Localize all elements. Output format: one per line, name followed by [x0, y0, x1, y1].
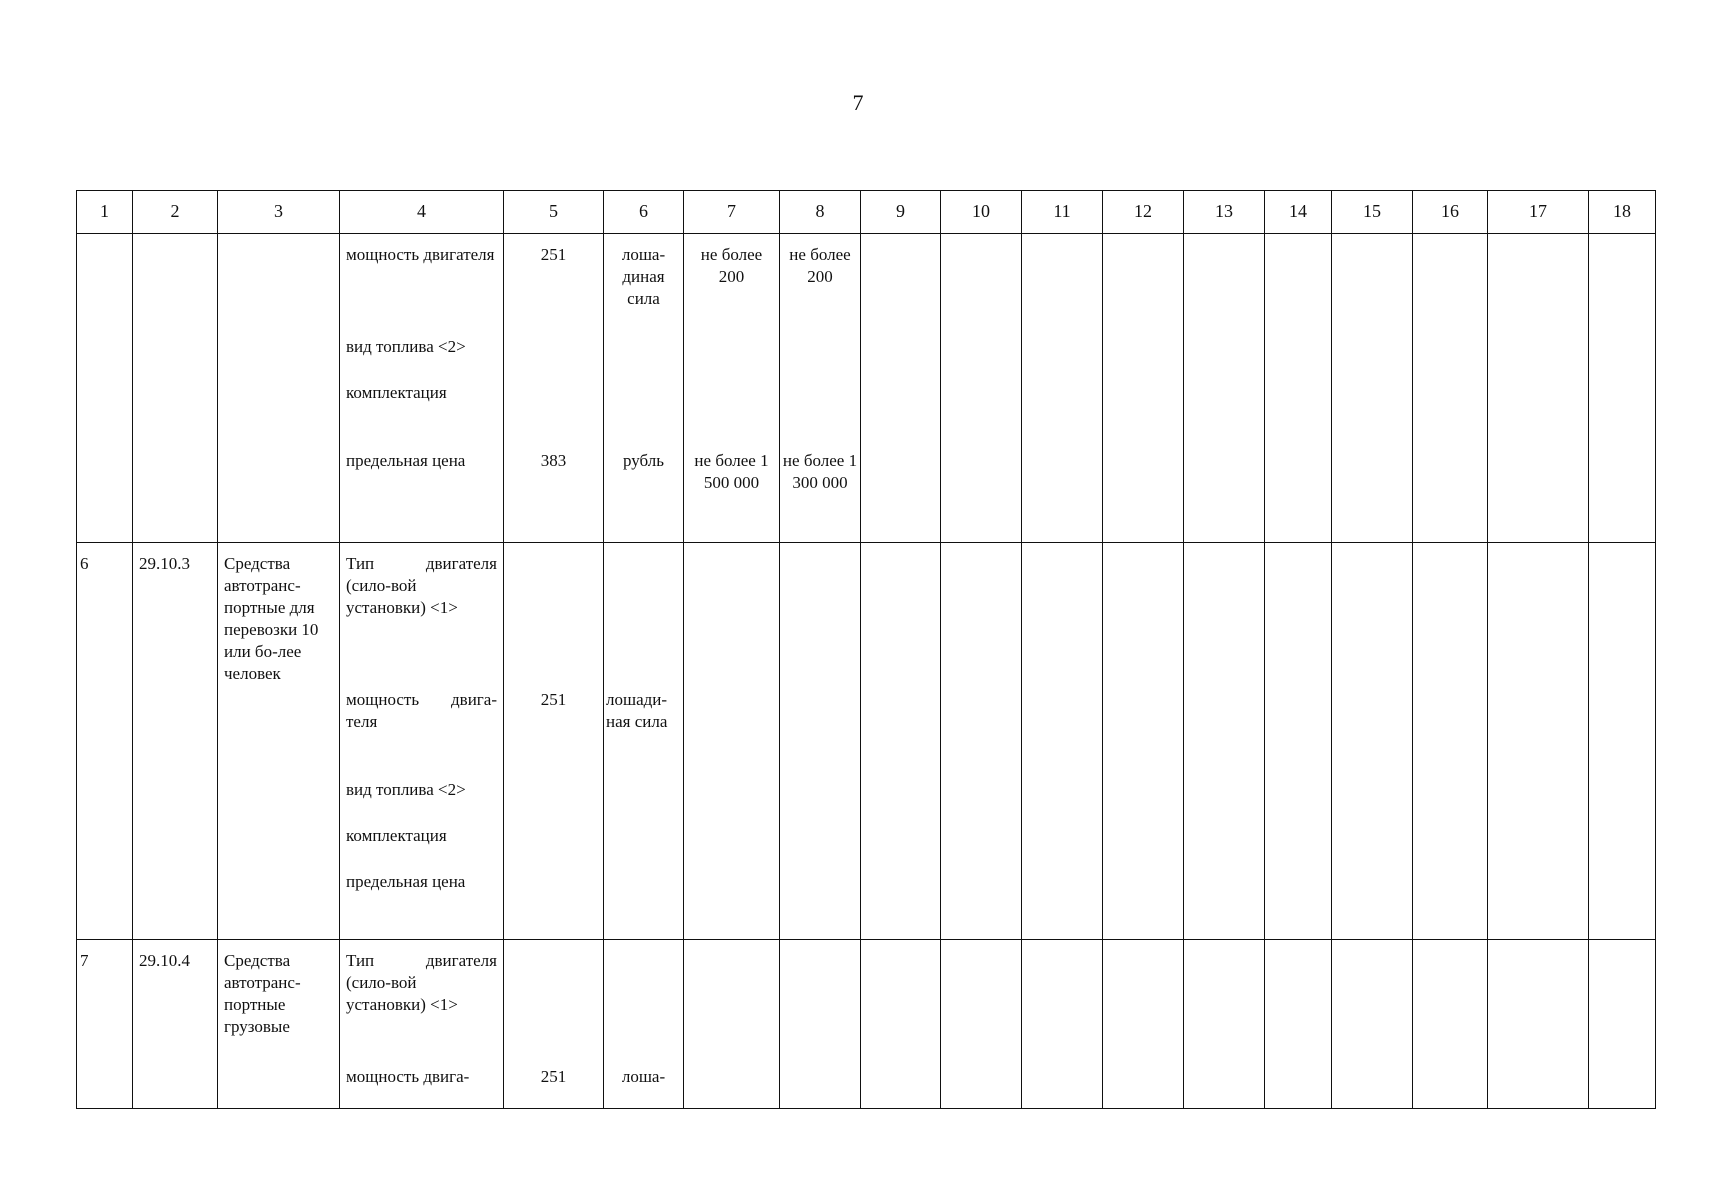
- unit-cell: [604, 234, 684, 543]
- param-name: предельная цена: [346, 451, 466, 470]
- value-text: не более 1 500 000: [694, 451, 769, 493]
- parameter-cell: [340, 234, 504, 543]
- column-header: 17: [1488, 191, 1589, 234]
- table-row: [77, 234, 1656, 543]
- column-header: 15: [1332, 191, 1413, 234]
- value-cell: [780, 234, 861, 543]
- column-header: 1: [77, 191, 133, 234]
- row-number-cell: [77, 234, 133, 543]
- okei-code-cell: [504, 234, 604, 543]
- value-cell: [684, 234, 780, 543]
- okpd-code-cell: 29.10.4: [133, 940, 218, 1109]
- row-number-cell: 6: [77, 543, 133, 940]
- param-name: вид топлива <2>: [346, 337, 466, 356]
- column-header: 7: [684, 191, 780, 234]
- header-row: [77, 191, 1656, 234]
- unit-name: лоша-диная сила: [621, 245, 666, 309]
- okei-code-cell: [504, 940, 604, 1109]
- parameter-cell: [340, 940, 504, 1109]
- unit-name: лоша-: [621, 1067, 666, 1086]
- okpd-code-cell: [133, 234, 218, 543]
- column-header: 16: [1413, 191, 1488, 234]
- row-number-cell: 7: [77, 940, 133, 1109]
- column-header: 12: [1103, 191, 1184, 234]
- param-name: Тип двигателя (сило-вой установки) <1>: [346, 951, 497, 1015]
- column-header: 11: [1022, 191, 1103, 234]
- okei-code: 251: [540, 245, 567, 264]
- item-name-cell: [218, 234, 340, 543]
- column-header: 8: [780, 191, 861, 234]
- column-header: 10: [941, 191, 1022, 234]
- okei-code-cell: [504, 543, 604, 940]
- column-header: 13: [1184, 191, 1265, 234]
- column-header: 6: [604, 191, 684, 234]
- okei-code: 251: [540, 1067, 567, 1086]
- table-row: [77, 940, 1656, 1109]
- item-name-cell: Средства автотранс-портные грузовые: [218, 940, 340, 1109]
- value-text: не более 1 300 000: [782, 451, 858, 493]
- param-name: предельная цена: [346, 872, 466, 891]
- parameter-cell: [340, 543, 504, 940]
- column-header: 18: [1589, 191, 1656, 234]
- table-row: [77, 543, 1656, 940]
- column-header: 4: [340, 191, 504, 234]
- param-name: мощность двига-: [346, 1067, 470, 1086]
- value-text: не более 200: [789, 245, 851, 287]
- param-name: Тип двигателя (сило-вой установки) <1>: [346, 554, 497, 618]
- param-name: комплектация: [346, 383, 447, 402]
- okpd-code-cell: 29.10.3: [133, 543, 218, 940]
- column-header: 5: [504, 191, 604, 234]
- column-header: 2: [133, 191, 218, 234]
- column-header: 9: [861, 191, 941, 234]
- param-name: мощность двига-теля: [346, 690, 497, 732]
- requirements-table: [76, 190, 1656, 1109]
- column-header: 3: [218, 191, 340, 234]
- value-text: не более 200: [700, 245, 763, 287]
- unit-cell: [604, 543, 684, 940]
- column-header: 14: [1265, 191, 1332, 234]
- param-name: комплектация: [346, 826, 447, 845]
- okei-code: 383: [540, 451, 567, 470]
- unit-name: рубль: [622, 451, 664, 470]
- unit-cell: [604, 940, 684, 1109]
- unit-name: лошади-ная сила: [606, 690, 668, 732]
- param-name: мощность двигателя: [346, 245, 495, 264]
- param-name: вид топлива <2>: [346, 780, 466, 799]
- page-number: 7: [852, 90, 864, 115]
- okei-code: 251: [540, 690, 567, 709]
- item-name-cell: Средства автотранс-портные для перевозки 10 или бо-лее человек: [218, 543, 340, 940]
